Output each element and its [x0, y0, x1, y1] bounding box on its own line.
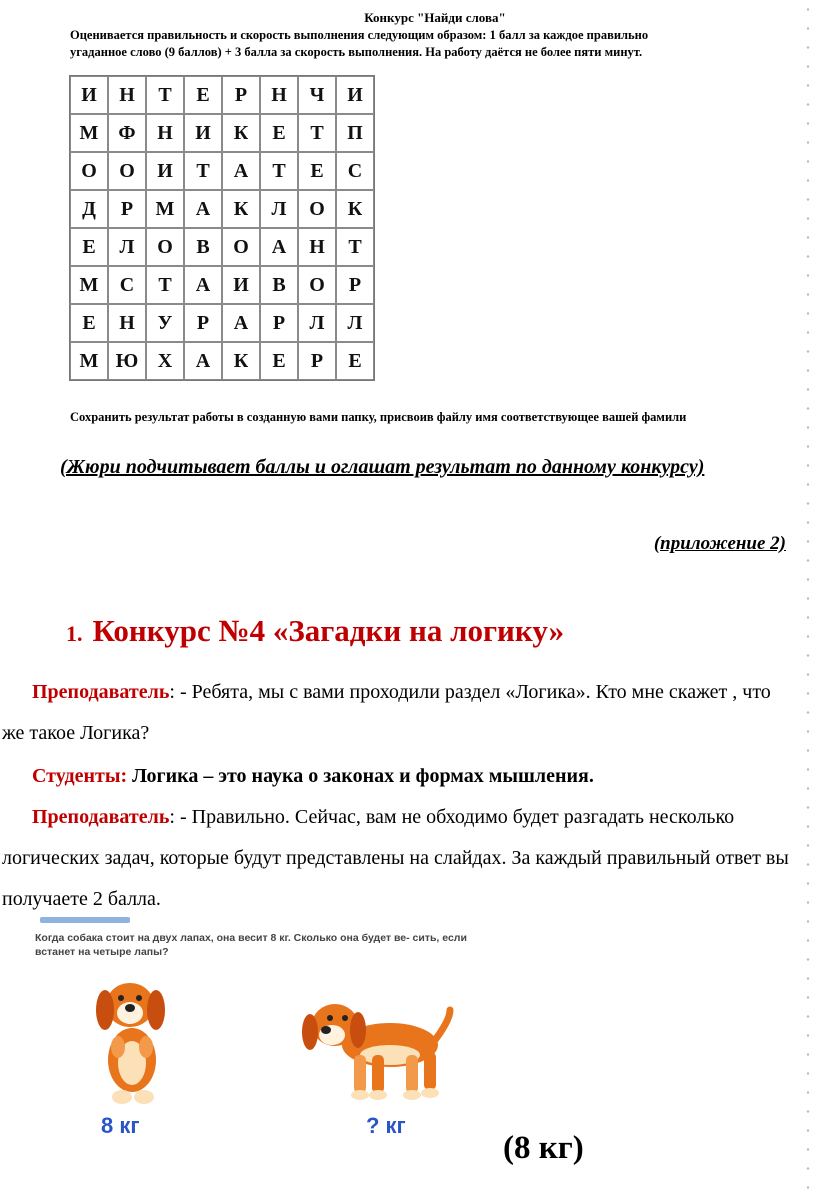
section-title: Конкурс №4 «Загадки на логику»: [92, 613, 565, 648]
grid-cell: В: [260, 266, 298, 304]
grid-cell: Е: [70, 228, 108, 266]
dialogue-students: [2, 756, 792, 797]
save-instruction: Сохранить результат работы в созданную вами папку, присвоив файлу имя соответствующее вашей фамили: [70, 410, 687, 424]
contest-title: Конкурс "Найди слова": [364, 10, 506, 25]
grid-cell: В: [184, 228, 222, 266]
grid-cell: Р: [260, 304, 298, 342]
grid-cell: Л: [260, 190, 298, 228]
grid-cell: Т: [146, 266, 184, 304]
grid-cell: О: [70, 152, 108, 190]
grid-cell: И: [184, 114, 222, 152]
grid-cell: Р: [222, 76, 260, 114]
grid-cell: У: [146, 304, 184, 342]
grid-cell: Т: [260, 152, 298, 190]
dog2-weight-label: ? кг: [366, 1113, 406, 1138]
grid-cell: Ю: [108, 342, 146, 380]
grid-cell: А: [184, 342, 222, 380]
grid-cell: Е: [260, 342, 298, 380]
grid-cell: Р: [336, 266, 374, 304]
grid-cell: И: [70, 76, 108, 114]
grid-cell: Т: [336, 228, 374, 266]
grid-cell: М: [70, 114, 108, 152]
grid-cell: Т: [184, 152, 222, 190]
contest-rules: [70, 27, 790, 61]
students-line: Логика – это наука о законах и формах мышления.: [127, 765, 594, 787]
grid-cell: О: [298, 190, 336, 228]
grid-cell: С: [108, 266, 146, 304]
grid-cell: С: [336, 152, 374, 190]
teacher-line-1: : - Ребята, мы с вами проходили раздел «Логика». Кто мне скажет , что же такое Логика?: [2, 681, 771, 744]
grid-cell: Р: [298, 342, 336, 380]
grid-cell: А: [260, 228, 298, 266]
grid-cell: А: [222, 304, 260, 342]
role-teacher: Преподаватель: [32, 806, 170, 828]
grid-cell: О: [222, 228, 260, 266]
grid-cell: Е: [336, 342, 374, 380]
grid-cell: Е: [298, 152, 336, 190]
page-edge-dots: [804, 0, 812, 1197]
grid-cell: К: [222, 342, 260, 380]
grid-cell: О: [298, 266, 336, 304]
word-search-grid: [69, 75, 375, 381]
grid-cell: Д: [70, 190, 108, 228]
grid-cell: И: [336, 76, 374, 114]
grid-cell: А: [184, 190, 222, 228]
grid-cell: Е: [70, 304, 108, 342]
grid-cell: М: [70, 342, 108, 380]
grid-cell: Р: [108, 190, 146, 228]
role-teacher: Преподаватель: [32, 681, 170, 703]
grid-cell: О: [108, 152, 146, 190]
rules-line-2: угаданное слово (9 баллов) + 3 балла за скорость выполнения. На работу даётся не более пяти минут.: [70, 45, 643, 59]
grid-cell: К: [222, 114, 260, 152]
teacher-line-2: : - Правильно. Сейчас, вам не обходимо будет разгадать несколько логических задач, которые будут представлены на слайдах. За каждый правильный ответ вы получаете 2 балла.: [2, 806, 789, 910]
dog-four-legs-illustration: [290, 990, 460, 1105]
grid-cell: Л: [108, 228, 146, 266]
section-heading: [66, 613, 564, 649]
riddle-text: Когда собака стоит на двух лапах, она весит 8 кг. Сколько она будет ве- сить, если встанет на четыре лапы?: [35, 932, 467, 958]
grid-cell: А: [222, 152, 260, 190]
grid-cell: К: [336, 190, 374, 228]
grid-cell: Т: [146, 76, 184, 114]
section-number: 1.: [66, 621, 83, 646]
grid-cell: Ч: [298, 76, 336, 114]
grid-cell: Н: [146, 114, 184, 152]
rules-line-1: Оценивается правильность и скорость выполнения следующим образом: 1 балл за каждое правильно: [70, 28, 649, 42]
grid-cell: Н: [298, 228, 336, 266]
grid-cell: Х: [146, 342, 184, 380]
grid-cell: Н: [108, 76, 146, 114]
appendix-note: (приложение 2): [653, 533, 786, 554]
grid-cell: Т: [298, 114, 336, 152]
riddle-answer: (8 кг): [503, 1130, 584, 1166]
grid-cell: Н: [260, 76, 298, 114]
grid-cell: И: [146, 152, 184, 190]
slide-header-bar: [40, 917, 130, 923]
grid-cell: К: [222, 190, 260, 228]
grid-cell: Н: [108, 304, 146, 342]
dog1-weight-label: 8 кг: [101, 1113, 140, 1138]
grid-cell: Л: [298, 304, 336, 342]
grid-cell: А: [184, 266, 222, 304]
grid-cell: И: [222, 266, 260, 304]
grid-cell: М: [146, 190, 184, 228]
grid-cell: М: [70, 266, 108, 304]
grid-cell: П: [336, 114, 374, 152]
dog-standing-illustration: [80, 965, 180, 1110]
grid-cell: О: [146, 228, 184, 266]
dialogue-teacher-2: [2, 797, 792, 920]
role-students: Студенты:: [32, 765, 128, 787]
grid-cell: Р: [184, 304, 222, 342]
grid-cell: Ф: [108, 114, 146, 152]
dialogue-teacher-1: [2, 672, 792, 754]
grid-cell: Л: [336, 304, 374, 342]
grid-cell: Е: [260, 114, 298, 152]
grid-cell: Е: [184, 76, 222, 114]
jury-note: (Жюри подчитывает баллы и оглашат результат по данному конкурсу): [60, 456, 705, 478]
